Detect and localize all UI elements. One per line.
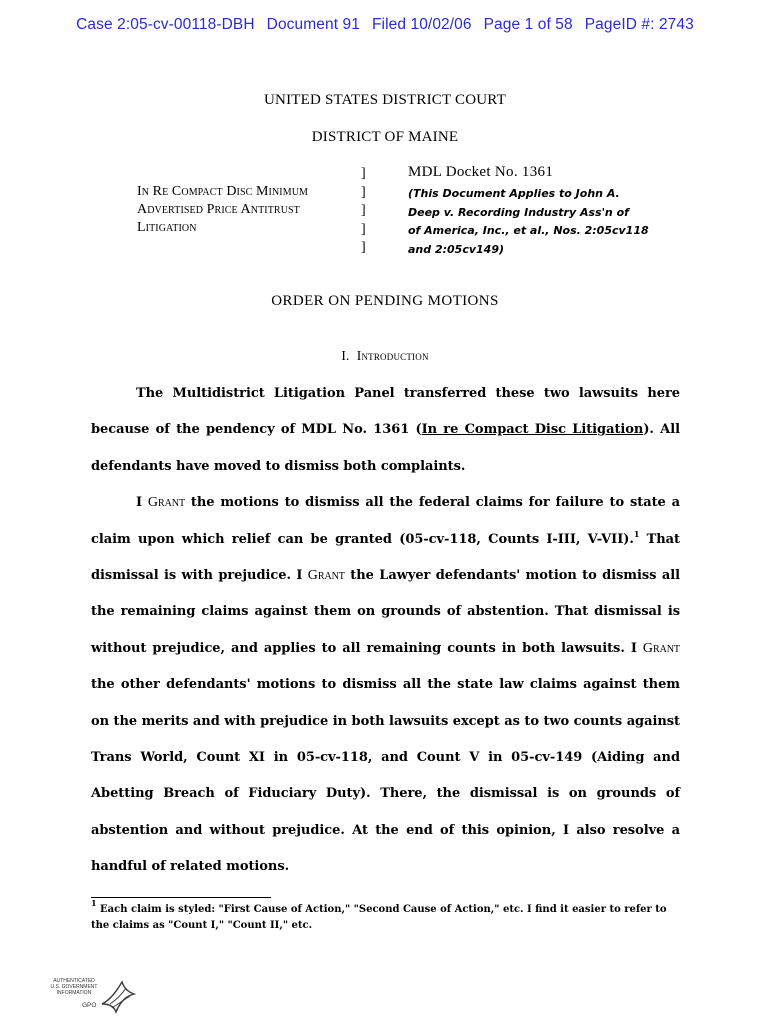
footnote-ref[interactable]: 1 bbox=[633, 528, 640, 539]
applies-line: Deep v. Recording Industry Ass'n of bbox=[408, 205, 629, 219]
gpo-line: AUTHENTICATED bbox=[53, 978, 95, 984]
text-run: the motions to dismiss all the federal claims for failure to state a claim upon which relief can be granted (05-cv-118, Counts I-III, V-VII). bbox=[91, 495, 680, 547]
caption-line: Litigation bbox=[137, 220, 197, 235]
grant-term: Grant bbox=[147, 495, 186, 511]
text-run: the other defendants' motions to dismiss all the state law claims against them on the merits and with prejudice in both lawsuits except as to two counts against Trans World, Count XI in 05-cv-118, and Count V in 05-cv-149 (Aiding and Abetting Breach of Fiduciary Duty). There, the dismissal is on grounds of abstention and without prejudice. At the end of this opinion, I also resolve a handful of related motions. bbox=[91, 677, 680, 875]
caption-line: In Re Compact Disc Minimum bbox=[137, 184, 309, 199]
order-title: ORDER ON PENDING MOTIONS bbox=[271, 293, 499, 309]
gpo-authentication-logo bbox=[44, 974, 134, 1018]
text-run: That dismissal is with prejudice. I bbox=[91, 531, 680, 584]
text-run: the Lawyer defendants' motion to dismiss all the remaining claims against them on grounds of abstention. That dismissal is without prejudice, and applies to all remaining counts in both lawsuits. I bbox=[91, 568, 680, 656]
caption-line: Advertised Price Antitrust bbox=[137, 202, 300, 217]
section-label: Introduction bbox=[356, 348, 429, 363]
case-caption bbox=[137, 183, 308, 237]
document-number: Document 91 bbox=[266, 16, 360, 33]
order-body bbox=[91, 376, 680, 886]
footnote-text: Each claim is styled: "First Cause of Action," "Second Cause of Action," etc. I find it easier to refer to the claims as "Count I," "Count II," etc. bbox=[91, 904, 667, 931]
footnote-divider bbox=[91, 897, 271, 898]
applies-line: (This Document Applies to John A. bbox=[408, 187, 620, 200]
filed-date: Filed 10/02/06 bbox=[371, 16, 472, 33]
text-run: The Multidistrict Litigation Panel transferred these two lawsuits here because of the pendency of MDL No. 1361 ( bbox=[91, 386, 680, 438]
applies-line: and 2:05cv149) bbox=[408, 242, 504, 256]
grant-term: Grant bbox=[642, 640, 680, 656]
text-run: ). All defendants have moved to dismiss both complaints. bbox=[91, 422, 680, 474]
gpo-mark: GPO bbox=[82, 1002, 97, 1009]
page-count: Page 1 of 58 bbox=[483, 16, 573, 33]
applies-note bbox=[408, 185, 658, 259]
court-name: UNITED STATES DISTRICT COURT bbox=[264, 92, 506, 108]
applies-line: of America, Inc., et al., Nos. 2:05cv118 bbox=[408, 224, 649, 237]
footnote bbox=[91, 898, 680, 934]
gpo-line: INFORMATION bbox=[56, 990, 92, 996]
filing-stamp bbox=[0, 16, 770, 34]
gpo-logo-text bbox=[44, 978, 104, 996]
docket-number: MDL Docket No. 1361 bbox=[408, 164, 554, 180]
caption-brackets: ] ] ] ] ] bbox=[361, 166, 366, 255]
eagle-icon bbox=[96, 974, 140, 1018]
gpo-line: U.S. GOVERNMENT bbox=[50, 984, 98, 990]
grant-term: Grant bbox=[307, 568, 345, 584]
case-citation: In re Compact Disc Litigation bbox=[421, 422, 644, 438]
section-number: I. bbox=[341, 348, 350, 363]
footnote-number: 1 bbox=[91, 898, 97, 908]
paragraph bbox=[91, 485, 680, 885]
text-run: I bbox=[136, 495, 148, 511]
case-number: Case 2:05-cv-00118-DBH bbox=[76, 16, 255, 33]
paragraph bbox=[91, 376, 680, 485]
page-id: PageID #: 2743 bbox=[584, 16, 694, 33]
section-heading bbox=[0, 348, 770, 364]
court-district: DISTRICT OF MAINE bbox=[311, 129, 459, 145]
